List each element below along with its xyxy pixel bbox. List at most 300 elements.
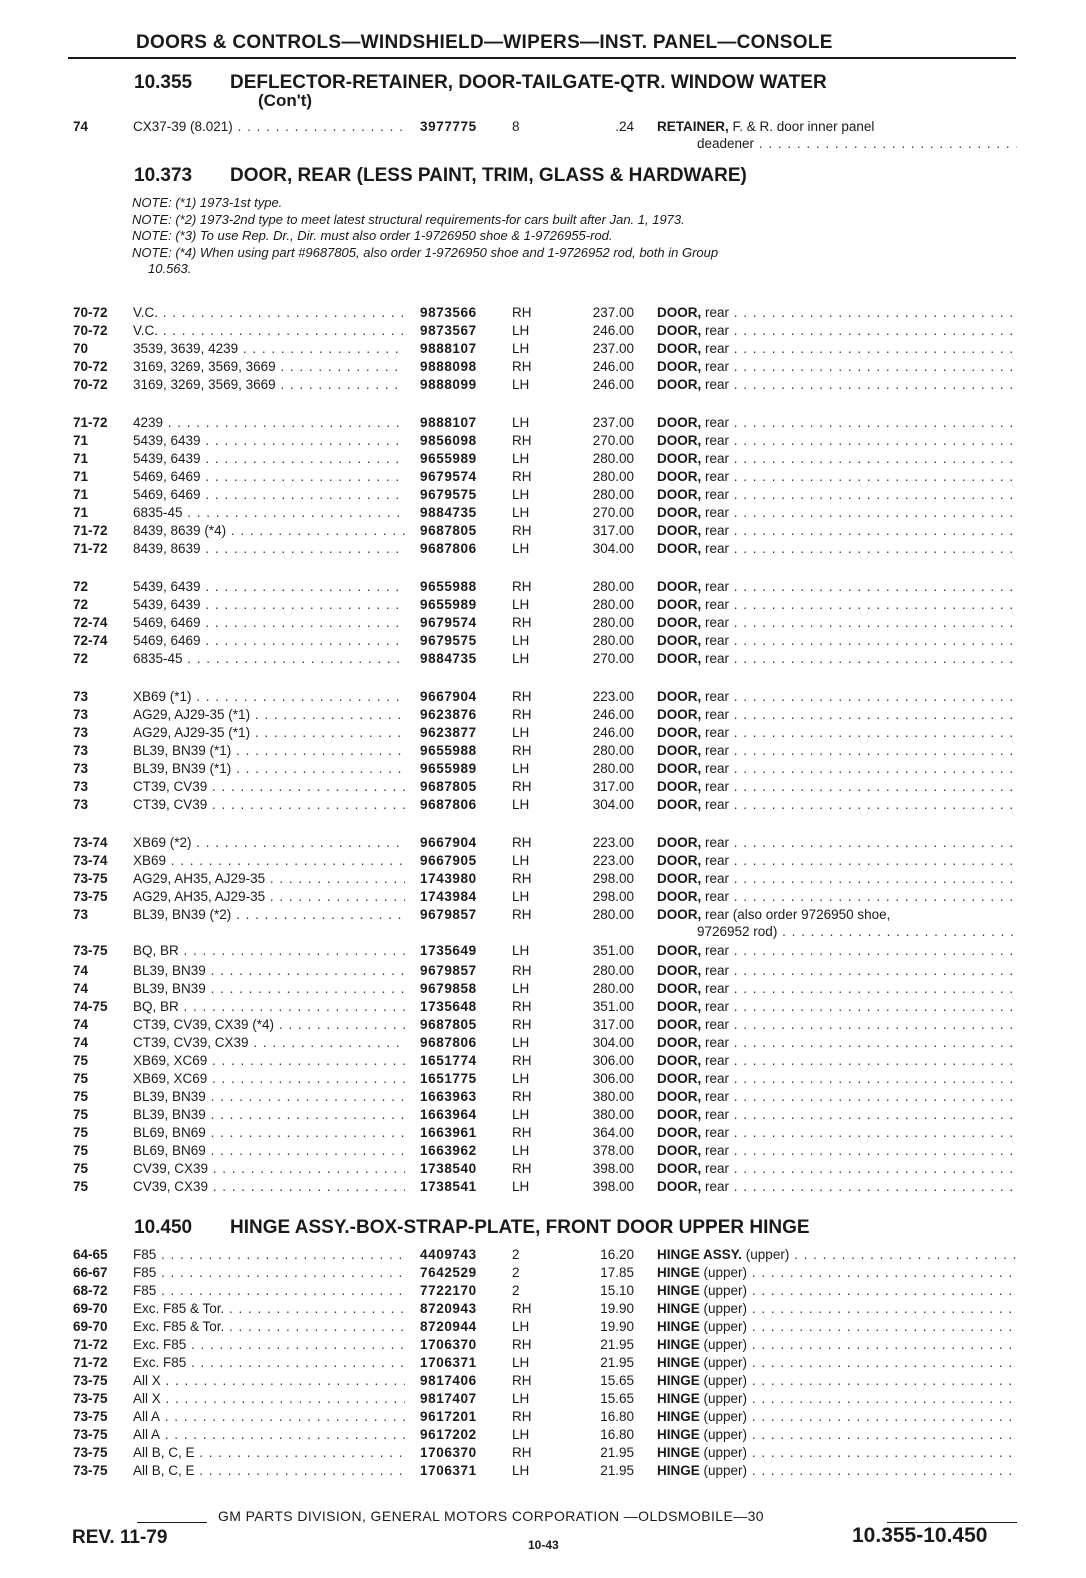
note-line: NOTE: (*3) To use Rep. Dr., Dir. must also order 1-9726950 shoe & 1-9726955-rod. bbox=[132, 228, 613, 243]
description-detail: rear bbox=[705, 469, 730, 484]
part-number: 8720943 bbox=[420, 1301, 477, 1316]
description-detail: (upper) bbox=[703, 1427, 748, 1442]
description-detail: rear bbox=[705, 415, 730, 430]
description-detail: rear bbox=[705, 487, 730, 502]
part-number: 9687806 bbox=[420, 1035, 477, 1050]
model-year: 73-75 bbox=[73, 871, 108, 886]
side-or-quantity: RH bbox=[512, 433, 532, 448]
model-year: 73-75 bbox=[73, 1463, 108, 1478]
part-number: 9679575 bbox=[420, 633, 477, 648]
part-number: 1663962 bbox=[420, 1143, 477, 1158]
side-or-quantity: LH bbox=[512, 797, 530, 812]
list-price: 317.00 bbox=[592, 1017, 634, 1032]
section-heading-10-450 bbox=[134, 1217, 810, 1239]
section-heading-10-355 bbox=[134, 72, 827, 94]
description-name: DOOR, bbox=[657, 689, 702, 704]
table-row bbox=[0, 1142, 1086, 1160]
side-or-quantity: LH bbox=[512, 761, 530, 776]
side-or-quantity: RH bbox=[512, 359, 532, 374]
list-price: 398.00 bbox=[592, 1161, 634, 1176]
model-designation: BQ, BR . . . bbox=[133, 942, 405, 960]
table-row bbox=[0, 706, 1086, 724]
table-row bbox=[0, 1336, 1086, 1354]
model-year: 66-67 bbox=[73, 1265, 108, 1280]
description-name: DOOR, bbox=[657, 541, 702, 556]
model-designation: AG29, AH35, AJ29-35 . . . bbox=[133, 888, 405, 906]
part-number: 9623876 bbox=[420, 707, 477, 722]
description-detail: rear bbox=[705, 505, 730, 520]
side-or-quantity: LH bbox=[512, 981, 530, 996]
description-name: DOOR, bbox=[657, 1035, 702, 1050]
part-description bbox=[657, 1318, 1017, 1336]
model-designation: 5439, 6439 . . . bbox=[133, 432, 405, 450]
part-number: 9817407 bbox=[420, 1391, 477, 1406]
list-price: 280.00 bbox=[592, 743, 634, 758]
model-designation: AG29, AH35, AJ29-35 . . . bbox=[133, 870, 405, 888]
side-or-quantity: RH bbox=[512, 871, 532, 886]
description-detail: rear bbox=[705, 451, 730, 466]
list-price: 21.95 bbox=[600, 1445, 634, 1460]
part-description bbox=[657, 962, 1017, 980]
list-price: 237.00 bbox=[592, 415, 634, 430]
part-number: 9667904 bbox=[420, 835, 477, 850]
model-designation: 5469, 6469 . . . bbox=[133, 486, 405, 504]
model-designation: 5469, 6469 . . . bbox=[133, 614, 405, 632]
description-name: DOOR, bbox=[657, 433, 702, 448]
list-price: 15.65 bbox=[600, 1373, 634, 1388]
description-detail: rear bbox=[705, 541, 730, 556]
description-detail: rear bbox=[705, 999, 730, 1014]
table-row bbox=[0, 1124, 1086, 1142]
part-description bbox=[657, 596, 1017, 614]
side-or-quantity: LH bbox=[512, 323, 530, 338]
part-description bbox=[657, 1354, 1017, 1372]
footer-revision: REV. 11-79 bbox=[72, 1527, 168, 1548]
model-designation: AG29, AJ29-35 (*1) . . . bbox=[133, 724, 405, 742]
table-row bbox=[0, 432, 1086, 450]
list-price: 21.95 bbox=[600, 1337, 634, 1352]
description-detail: rear bbox=[705, 579, 730, 594]
part-number: 9667904 bbox=[420, 689, 477, 704]
model-year: 70-72 bbox=[73, 305, 108, 320]
model-year: 68-72 bbox=[73, 1283, 108, 1298]
list-price: 280.00 bbox=[592, 451, 634, 466]
side-or-quantity: LH bbox=[512, 1071, 530, 1086]
list-price: 280.00 bbox=[592, 981, 634, 996]
list-price: 19.90 bbox=[600, 1319, 634, 1334]
part-number: 9679574 bbox=[420, 615, 477, 630]
description-detail: rear bbox=[705, 853, 730, 868]
table-row bbox=[0, 760, 1086, 778]
description-detail: (upper) bbox=[745, 1247, 790, 1262]
part-description bbox=[657, 906, 1017, 924]
side-or-quantity: RH bbox=[512, 1161, 532, 1176]
part-description bbox=[657, 340, 1017, 358]
header-rule bbox=[68, 57, 1016, 59]
model-designation: CT39, CV39 . . . bbox=[133, 778, 405, 796]
part-description bbox=[657, 1372, 1017, 1390]
table-row bbox=[0, 1354, 1086, 1372]
model-designation: 3169, 3269, 3569, 3669 . . . bbox=[133, 358, 405, 376]
part-number: 9667905 bbox=[420, 853, 477, 868]
model-year: 71-72 bbox=[73, 541, 108, 556]
description-detail: rear (also order 9726950 shoe, bbox=[705, 907, 891, 922]
model-designation: BQ, BR . . . bbox=[133, 998, 405, 1016]
part-number: 9873567 bbox=[420, 323, 477, 338]
side-or-quantity: LH bbox=[512, 1355, 530, 1370]
model-year: 71-72 bbox=[73, 1337, 108, 1352]
part-description bbox=[657, 1390, 1017, 1408]
model-year: 73 bbox=[73, 707, 89, 722]
model-year: 73-75 bbox=[73, 1373, 108, 1388]
model-year: 74 bbox=[73, 119, 89, 134]
description-detail: (upper) bbox=[703, 1337, 748, 1352]
side-or-quantity: LH bbox=[512, 451, 530, 466]
part-number: 9873566 bbox=[420, 305, 477, 320]
list-price: 270.00 bbox=[592, 433, 634, 448]
part-description bbox=[657, 322, 1017, 340]
list-price: 317.00 bbox=[592, 523, 634, 538]
part-description bbox=[657, 1178, 1017, 1196]
part-description bbox=[657, 834, 1017, 852]
model-designation: XB69 (*2) . . . bbox=[133, 834, 405, 852]
model-year: 74 bbox=[73, 1035, 89, 1050]
part-description bbox=[657, 998, 1017, 1016]
part-number: 9687805 bbox=[420, 1017, 477, 1032]
part-number: 1706370 bbox=[420, 1445, 477, 1460]
model-year: 74-75 bbox=[73, 999, 108, 1014]
table-row bbox=[0, 1178, 1086, 1196]
list-price: 280.00 bbox=[592, 963, 634, 978]
part-description bbox=[657, 1034, 1017, 1052]
table-row bbox=[0, 322, 1086, 340]
part-number: 1735648 bbox=[420, 999, 477, 1014]
description-name: DOOR, bbox=[657, 469, 702, 484]
description-detail: (upper) bbox=[703, 1265, 748, 1280]
model-year: 72-74 bbox=[73, 615, 108, 630]
model-designation: 8439, 8639 (*4) . . . bbox=[133, 522, 405, 540]
side-or-quantity: RH bbox=[512, 1337, 532, 1352]
description-detail: (upper) bbox=[703, 1463, 748, 1478]
part-description bbox=[657, 540, 1017, 558]
model-designation: F85 . . . bbox=[133, 1246, 405, 1264]
part-number: 4409743 bbox=[420, 1247, 477, 1262]
description-name: DOOR, bbox=[657, 725, 702, 740]
side-or-quantity: LH bbox=[512, 415, 530, 430]
list-price: 21.95 bbox=[600, 1355, 634, 1370]
side-or-quantity: LH bbox=[512, 541, 530, 556]
model-year: 73 bbox=[73, 779, 89, 794]
model-year: 73 bbox=[73, 907, 89, 922]
table-row bbox=[0, 834, 1086, 852]
list-price: 280.00 bbox=[592, 597, 634, 612]
list-price: 280.00 bbox=[592, 487, 634, 502]
part-description bbox=[657, 870, 1017, 888]
note-line: 10.563. bbox=[148, 261, 192, 276]
part-number: 9856098 bbox=[420, 433, 477, 448]
list-price: 378.00 bbox=[592, 1143, 634, 1158]
table-row bbox=[0, 980, 1086, 998]
model-designation: 8439, 8639 . . . bbox=[133, 540, 405, 558]
part-number: 9687806 bbox=[420, 541, 477, 556]
part-number: 1651775 bbox=[420, 1071, 477, 1086]
model-designation: All X . . . bbox=[133, 1372, 405, 1390]
table-row bbox=[0, 1444, 1086, 1462]
description-name: RETAINER, bbox=[657, 119, 729, 134]
table-row bbox=[0, 1372, 1086, 1390]
part-description bbox=[657, 1124, 1017, 1142]
model-year: 73-74 bbox=[73, 835, 108, 850]
part-description bbox=[657, 1336, 1017, 1354]
side-or-quantity: RH bbox=[512, 963, 532, 978]
list-price: 16.80 bbox=[600, 1409, 634, 1424]
description-name: HINGE bbox=[657, 1265, 700, 1280]
side-or-quantity: LH bbox=[512, 725, 530, 740]
part-description bbox=[657, 1462, 1017, 1480]
model-designation: Exc. F85 & Tor. . . . bbox=[133, 1300, 405, 1318]
model-designation: All B, C, E . . . bbox=[133, 1444, 405, 1462]
side-or-quantity: LH bbox=[512, 889, 530, 904]
description-detail: rear bbox=[705, 1161, 730, 1176]
footer-section-range: 10.355-10.450 bbox=[852, 1524, 988, 1547]
table-row bbox=[0, 468, 1086, 486]
part-number: 9655989 bbox=[420, 451, 477, 466]
table-row bbox=[0, 540, 1086, 558]
table-row bbox=[0, 1300, 1086, 1318]
part-number: 9687805 bbox=[420, 779, 477, 794]
list-price: 351.00 bbox=[592, 943, 634, 958]
part-number: 1743980 bbox=[420, 871, 477, 886]
description-name: DOOR, bbox=[657, 1179, 702, 1194]
model-year: 75 bbox=[73, 1125, 89, 1140]
part-description bbox=[657, 1408, 1017, 1426]
description-name: DOOR, bbox=[657, 451, 702, 466]
description-detail: rear bbox=[705, 963, 730, 978]
model-year: 71-72 bbox=[73, 1355, 108, 1370]
part-number: 9888098 bbox=[420, 359, 477, 374]
model-year: 69-70 bbox=[73, 1301, 108, 1316]
part-description bbox=[657, 1246, 1017, 1264]
description-continuation: 9726952 rod) . . . bbox=[697, 923, 1017, 941]
part-number: 9679574 bbox=[420, 469, 477, 484]
part-number: 9888107 bbox=[420, 341, 477, 356]
description-name: DOOR, bbox=[657, 305, 702, 320]
list-price: 15.65 bbox=[600, 1391, 634, 1406]
table-row bbox=[0, 614, 1086, 632]
list-price: 280.00 bbox=[592, 469, 634, 484]
list-price: 16.20 bbox=[600, 1247, 634, 1262]
side-or-quantity: 2 bbox=[512, 1247, 520, 1262]
side-or-quantity: LH bbox=[512, 853, 530, 868]
side-or-quantity: RH bbox=[512, 523, 532, 538]
model-designation: V.C. . . . bbox=[133, 322, 405, 340]
description-name: DOOR, bbox=[657, 963, 702, 978]
description-detail: (upper) bbox=[703, 1445, 748, 1460]
description-name: HINGE bbox=[657, 1373, 700, 1388]
list-price: 380.00 bbox=[592, 1107, 634, 1122]
list-price: 398.00 bbox=[592, 1179, 634, 1194]
model-designation: CT39, CV39, CX39 (*4) . . . bbox=[133, 1016, 405, 1034]
part-description bbox=[657, 888, 1017, 906]
table-row bbox=[0, 358, 1086, 376]
part-number: 1706370 bbox=[420, 1337, 477, 1352]
part-number: 9679858 bbox=[420, 981, 477, 996]
description-name: DOOR, bbox=[657, 523, 702, 538]
list-price: 19.90 bbox=[600, 1301, 634, 1316]
list-price: 15.10 bbox=[600, 1283, 634, 1298]
description-name: DOOR, bbox=[657, 1089, 702, 1104]
description-name: DOOR, bbox=[657, 761, 702, 776]
table-row bbox=[0, 578, 1086, 596]
section-number: 10.450 bbox=[134, 1217, 193, 1238]
model-designation: AG29, AJ29-35 (*1) . . . bbox=[133, 706, 405, 724]
model-year: 75 bbox=[73, 1161, 89, 1176]
part-description bbox=[657, 942, 1017, 960]
part-number: 1663963 bbox=[420, 1089, 477, 1104]
model-designation: 5439, 6439 . . . bbox=[133, 596, 405, 614]
part-number: 9617202 bbox=[420, 1427, 477, 1442]
model-designation: CX37-39 (8.021) . . . bbox=[133, 118, 405, 136]
part-number: 7722170 bbox=[420, 1283, 477, 1298]
model-year: 73-75 bbox=[73, 1409, 108, 1424]
model-year: 71 bbox=[73, 487, 89, 502]
part-description bbox=[657, 486, 1017, 504]
description-name: DOOR, bbox=[657, 1053, 702, 1068]
model-year: 71-72 bbox=[73, 415, 108, 430]
section-heading-10-373 bbox=[134, 165, 747, 187]
description-detail: (upper) bbox=[703, 1301, 748, 1316]
part-number: 9687806 bbox=[420, 797, 477, 812]
list-price: 237.00 bbox=[592, 341, 634, 356]
description-detail: rear bbox=[705, 1125, 730, 1140]
side-or-quantity: RH bbox=[512, 999, 532, 1014]
model-year: 75 bbox=[73, 1107, 89, 1122]
description-detail: rear bbox=[705, 871, 730, 886]
description-detail: rear bbox=[705, 1143, 730, 1158]
part-description bbox=[657, 1052, 1017, 1070]
side-or-quantity: LH bbox=[512, 1143, 530, 1158]
part-description bbox=[657, 1160, 1017, 1178]
list-price: 304.00 bbox=[592, 541, 634, 556]
part-number: 1706371 bbox=[420, 1355, 477, 1370]
model-year: 75 bbox=[73, 1179, 89, 1194]
table-row bbox=[0, 376, 1086, 394]
part-number: 9884735 bbox=[420, 651, 477, 666]
part-number: 9679575 bbox=[420, 487, 477, 502]
part-description bbox=[657, 742, 1017, 760]
side-or-quantity: LH bbox=[512, 1463, 530, 1478]
model-year: 73 bbox=[73, 725, 89, 740]
model-designation: BL39, BN39 . . . bbox=[133, 962, 405, 980]
list-price: .24 bbox=[615, 119, 634, 134]
model-designation: 5439, 6439 . . . bbox=[133, 450, 405, 468]
table-row bbox=[0, 1246, 1086, 1264]
model-year: 73-74 bbox=[73, 853, 108, 868]
table-row bbox=[0, 1264, 1086, 1282]
section-title: DEFLECTOR-RETAINER, DOOR-TAILGATE-QTR. WINDOW WATER bbox=[230, 72, 827, 93]
part-description bbox=[657, 1016, 1017, 1034]
model-year: 74 bbox=[73, 1017, 89, 1032]
table-row bbox=[0, 650, 1086, 668]
model-year: 73 bbox=[73, 689, 89, 704]
description-detail: (upper) bbox=[703, 1373, 748, 1388]
model-designation: Exc. F85 . . . bbox=[133, 1354, 405, 1372]
list-price: 280.00 bbox=[592, 761, 634, 776]
model-designation: 5469, 6469 . . . bbox=[133, 632, 405, 650]
model-year: 70 bbox=[73, 341, 89, 356]
part-description bbox=[657, 778, 1017, 796]
part-number: 9655988 bbox=[420, 743, 477, 758]
list-price: 364.00 bbox=[592, 1125, 634, 1140]
side-or-quantity: RH bbox=[512, 469, 532, 484]
description-detail: rear bbox=[705, 1035, 730, 1050]
description-detail: (upper) bbox=[703, 1391, 748, 1406]
table-row bbox=[0, 1408, 1086, 1426]
description-detail: rear bbox=[705, 1107, 730, 1122]
model-year: 73 bbox=[73, 743, 89, 758]
part-number: 9888099 bbox=[420, 377, 477, 392]
list-price: 246.00 bbox=[592, 377, 634, 392]
model-year: 71 bbox=[73, 505, 89, 520]
model-year: 70-72 bbox=[73, 323, 108, 338]
description-detail: rear bbox=[705, 615, 730, 630]
list-price: 246.00 bbox=[592, 707, 634, 722]
part-number: 9655989 bbox=[420, 761, 477, 776]
side-or-quantity: LH bbox=[512, 341, 530, 356]
part-number: 1738541 bbox=[420, 1179, 477, 1194]
note-line: NOTE: (*2) 1973-2nd type to meet latest structural requirements-for cars built after Jan. 1, 1973. bbox=[132, 211, 685, 227]
note-line: NOTE: (*4) When using part #9687805, also order 1-9726950 shoe and 1-9726952 rod, both in Group bbox=[132, 244, 719, 260]
list-price: 280.00 bbox=[592, 615, 634, 630]
part-description bbox=[657, 1106, 1017, 1124]
table-row bbox=[0, 414, 1086, 432]
side-or-quantity: RH bbox=[512, 1089, 532, 1104]
description-detail: (upper) bbox=[703, 1355, 748, 1370]
model-designation: XB69 (*1) . . . bbox=[133, 688, 405, 706]
description-detail: (upper) bbox=[703, 1409, 748, 1424]
model-designation: All X . . . bbox=[133, 1390, 405, 1408]
table-row bbox=[0, 304, 1086, 322]
description-name: HINGE bbox=[657, 1427, 700, 1442]
part-number: 9888107 bbox=[420, 415, 477, 430]
description-name: DOOR, bbox=[657, 1017, 702, 1032]
table-row bbox=[0, 1318, 1086, 1336]
part-number: 1663961 bbox=[420, 1125, 477, 1140]
list-price: 270.00 bbox=[592, 651, 634, 666]
description-name: DOOR, bbox=[657, 779, 702, 794]
part-description bbox=[657, 304, 1017, 322]
side-or-quantity: RH bbox=[512, 907, 532, 922]
model-year: 75 bbox=[73, 1143, 89, 1158]
part-description bbox=[657, 432, 1017, 450]
part-description bbox=[657, 1264, 1017, 1282]
model-year: 72 bbox=[73, 597, 89, 612]
part-description bbox=[657, 118, 1017, 136]
part-description bbox=[657, 450, 1017, 468]
model-year: 73-75 bbox=[73, 889, 108, 904]
part-number: 3977775 bbox=[420, 119, 477, 134]
description-detail: rear bbox=[705, 633, 730, 648]
part-description bbox=[657, 1426, 1017, 1444]
model-year: 72 bbox=[73, 579, 89, 594]
table-row bbox=[0, 1282, 1086, 1300]
description-name: DOOR, bbox=[657, 1161, 702, 1176]
part-description bbox=[657, 1444, 1017, 1462]
list-price: 223.00 bbox=[592, 835, 634, 850]
list-price: 317.00 bbox=[592, 779, 634, 794]
table-row bbox=[0, 942, 1086, 960]
side-or-quantity: RH bbox=[512, 1125, 532, 1140]
